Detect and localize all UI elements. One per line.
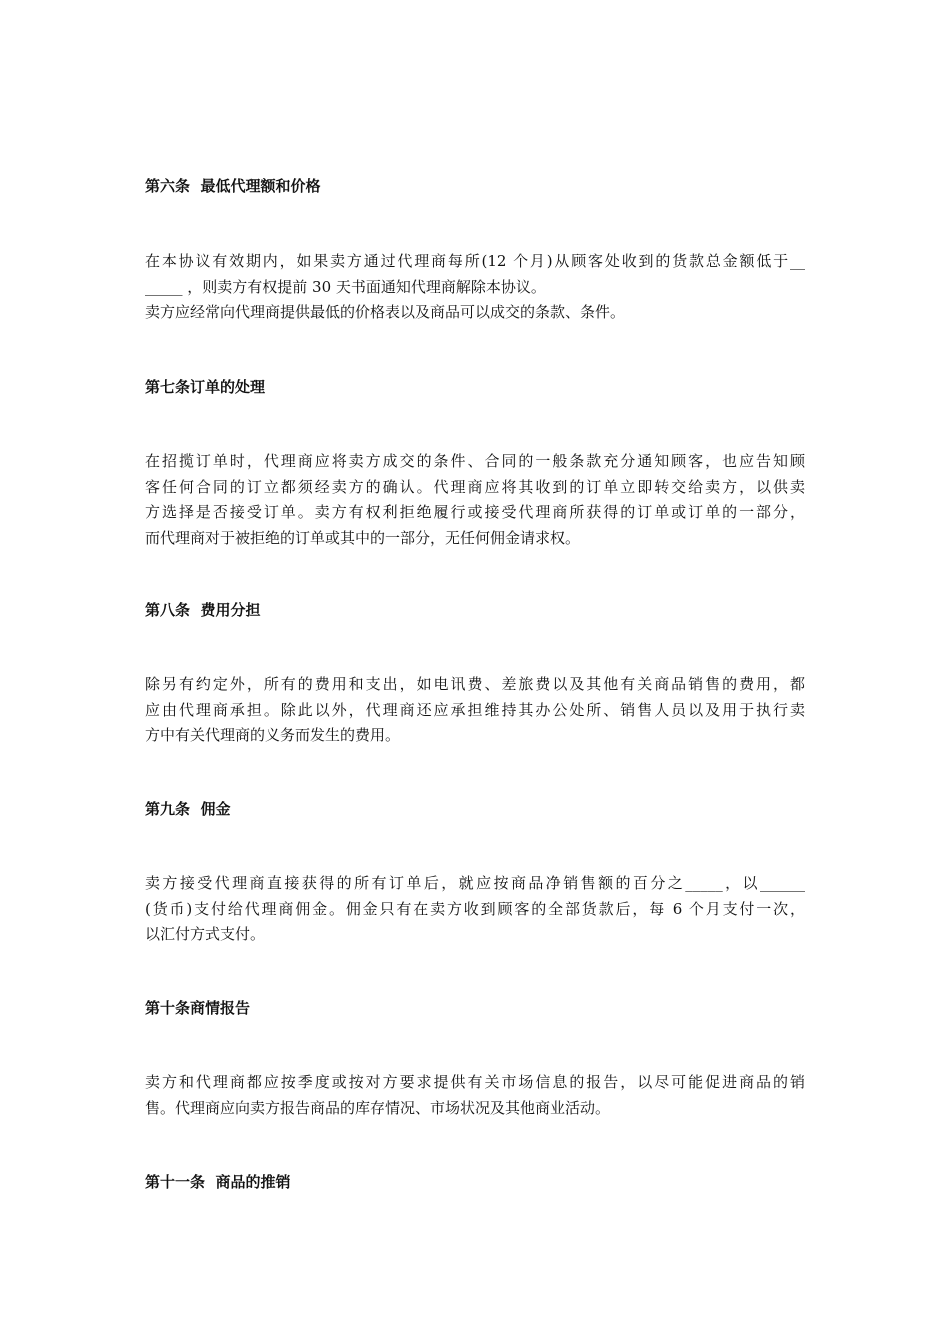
section-body-9 (145, 871, 805, 948)
paragraph-line: 在本协议有效期内，如果卖方通过代理商每所(12 个月)从顾客处收到的货款总金额低于__ (145, 252, 805, 270)
paragraph-line: 卖方接受代理商直接获得的所有订单后，就应按商品净销售额的百分之_____，以______ (145, 874, 805, 892)
paragraph-line: 应由代理商承担。除此以外，代理商还应承担维持其办公处所、销售人员以及用于执行卖 (145, 700, 805, 719)
paragraph-line: 除另有约定外，所有的费用和支出，如电讯费、差旅费以及其他有关商品销售的费用，都 (145, 675, 805, 693)
paragraph-line: 方选择是否接受订单。卖方有权利拒绝履行或接受代理商所获得的订单或订单的一部分， (145, 503, 805, 521)
section-heading-6: 第六条 最低代理额和价格 (145, 177, 321, 195)
paragraph-line: (货币)支付给代理商佣金。佣金只有在卖方收到顾客的全部货款后，每 6 个月支付一次， (145, 899, 805, 918)
section-heading-8: 第八条 费用分担 (145, 601, 261, 619)
section-heading-7: 第七条订单的处理 (145, 378, 266, 396)
paragraph-line: 以汇付方式支付。 (145, 925, 266, 943)
paragraph-line: 卖方和代理商都应按季度或按对方要求提供有关市场信息的报告，以尽可能促进商品的销 (145, 1073, 805, 1091)
section-body-7 (145, 449, 805, 551)
section-body-8 (145, 672, 805, 749)
section-body-6 (145, 249, 805, 326)
section-heading-11: 第十一条 商品的推销 (145, 1173, 291, 1191)
paragraph-line: 而代理商对于被拒绝的订单或其中的一部分，无任何佣金请求权。 (145, 528, 581, 547)
paragraph-line: _____ ，则卖方有权提前 30 天书面通知代理商解除本协议。 (145, 277, 546, 296)
paragraph-line: 售。代理商应向卖方报告商品的库存情况、市场状况及其他商业活动。 (145, 1098, 611, 1117)
paragraph-line: 方中有关代理商的义务而发生的费用。 (145, 726, 401, 744)
section-heading-9: 第九条 佣金 (145, 800, 231, 818)
paragraph-line: 在招揽订单时，代理商应将卖方成交的条件、合同的一般条款充分通知顾客，也应告知顾 (145, 452, 805, 470)
section-heading-10: 第十条商情报告 (145, 999, 251, 1017)
section-body-10 (145, 1070, 805, 1121)
paragraph-line: 卖方应经常向代理商提供最低的价格表以及商品可以成交的条款、条件。 (145, 303, 626, 321)
paragraph-line: 客任何合同的订立都须经卖方的确认。代理商应将其收到的订单立即转交给卖方，以供卖 (145, 477, 805, 496)
